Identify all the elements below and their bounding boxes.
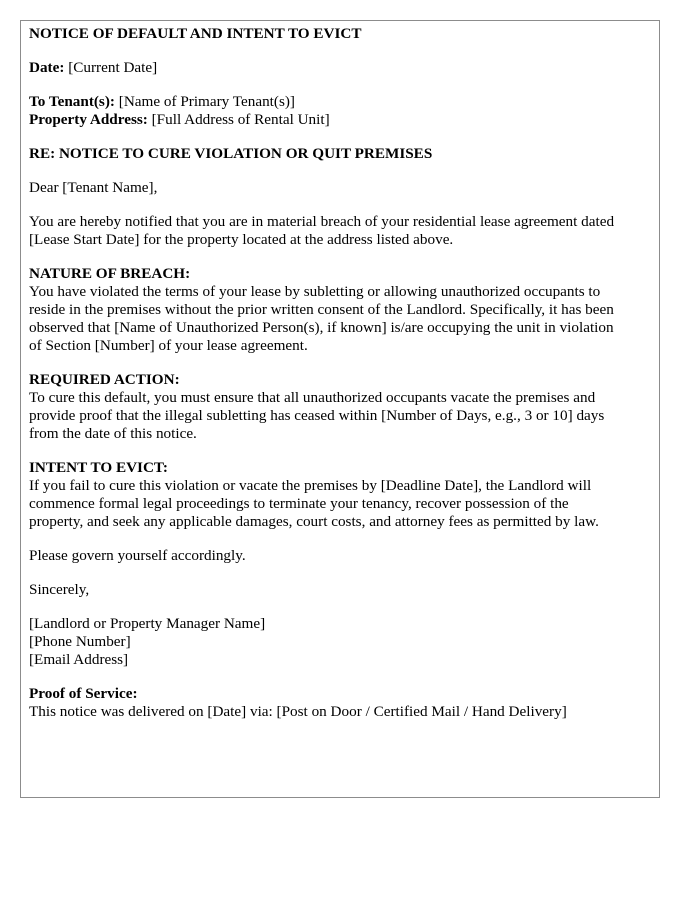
action-section	[29, 371, 619, 443]
govern-line: Please govern yourself accordingly.	[29, 547, 246, 564]
breach-heading: NATURE OF BREACH:	[29, 265, 191, 282]
date-value: [Current Date]	[68, 59, 158, 76]
date-line	[29, 59, 619, 77]
service-text: This notice was delivered on [Date] via: [Post on Door / Certified Mail / Hand Delivery]	[29, 703, 567, 720]
date-label: Date:	[29, 59, 65, 76]
service-heading: Proof of Service:	[29, 685, 138, 702]
address-label: Property Address:	[29, 111, 148, 128]
re-line: RE: NOTICE TO CURE VIOLATION OR QUIT PREMISES	[29, 145, 433, 162]
recipient-block	[29, 93, 619, 129]
breach-text: You have violated the terms of your lease by subletting or allowing unauthorized occupants to reside in the premises without the prior written consent of the Landlord. Specifically, it has been observed that [Name of Unauthorized Person(s), if known] is/are occupying the unit in violation of Section [Number] of your lease agreement.	[29, 283, 614, 354]
action-heading: REQUIRED ACTION:	[29, 371, 180, 388]
salutation: Dear [Tenant Name],	[29, 179, 158, 196]
signature-email: [Email Address]	[29, 651, 129, 668]
evict-section	[29, 459, 619, 531]
action-text: To cure this default, you must ensure that all unauthorized occupants vacate the premises and provide proof that the illegal subletting has ceased within [Number of Days, e.g., 3 or 10] days from the date of this notice.	[29, 389, 605, 442]
intro-paragraph: You are hereby notified that you are in material breach of your residential lease agreement dated [Lease Start Date] for the property located at the address listed above.	[29, 213, 615, 248]
signature-block	[29, 615, 619, 669]
breach-section	[29, 265, 619, 355]
service-section	[29, 685, 619, 721]
notice-body	[29, 25, 619, 721]
tenant-value: [Name of Primary Tenant(s)]	[118, 93, 295, 110]
address-value: [Full Address of Rental Unit]	[151, 111, 330, 128]
evict-heading: INTENT TO EVICT:	[29, 459, 168, 476]
signature-name: [Landlord or Property Manager Name]	[29, 615, 266, 632]
evict-text: If you fail to cure this violation or vacate the premises by [Deadline Date], the Landlord will commence formal legal proceedings to terminate your tenancy, recover possession of the property, and seek any applicable damages, court costs, and attorney fees as permitted by law.	[29, 477, 599, 530]
notice-title: NOTICE OF DEFAULT AND INTENT TO EVICT	[29, 25, 362, 42]
tenant-label: To Tenant(s):	[29, 93, 115, 110]
closing-line: Sincerely,	[29, 581, 90, 598]
signature-phone: [Phone Number]	[29, 633, 131, 650]
